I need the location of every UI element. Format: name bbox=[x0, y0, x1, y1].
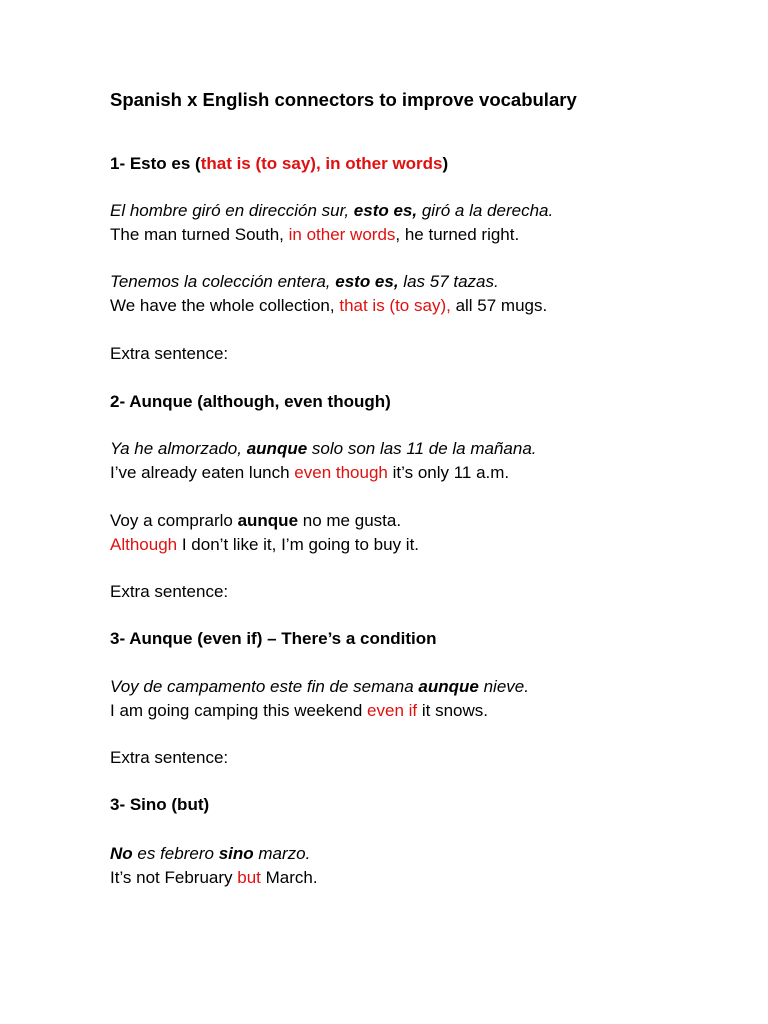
section-1-example-2-english bbox=[110, 295, 547, 317]
section-3-heading: 3- Aunque (even if) – There’s a condition bbox=[110, 629, 437, 648]
spanish-text: Ya he almorzado, bbox=[110, 439, 242, 458]
spanish-text: El hombre giró en dirección sur, bbox=[110, 201, 350, 220]
spanish-text: Tenemos la colección entera, bbox=[110, 272, 331, 291]
section-2-example-2-english bbox=[110, 534, 419, 556]
english-connector: in other words bbox=[288, 225, 396, 244]
spanish-text: Voy de campamento este fin de semana bbox=[110, 677, 414, 696]
heading-highlight: that is (to say), in other words bbox=[200, 154, 443, 173]
english-text: I’ve already eaten lunch bbox=[110, 463, 290, 482]
english-connector: even if bbox=[367, 701, 418, 720]
english-text: March. bbox=[265, 868, 318, 887]
spanish-connector: aunque bbox=[237, 511, 299, 530]
spanish-text: solo son las 11 de la mañana. bbox=[311, 439, 537, 458]
section-3-extra-sentence: Extra sentence: bbox=[110, 748, 229, 767]
section-4-example-1-spanish bbox=[110, 843, 310, 865]
section-2-extra-sentence: Extra sentence: bbox=[110, 582, 229, 601]
english-text: , he turned right. bbox=[395, 225, 520, 244]
english-text: It’s not February bbox=[110, 868, 233, 887]
english-text: I don’t like it, I’m going to buy it. bbox=[181, 535, 420, 554]
english-text: all 57 mugs. bbox=[455, 296, 548, 315]
section-2-example-1-english bbox=[110, 462, 509, 484]
section-2-example-1-spanish bbox=[110, 438, 537, 460]
section-2-heading: 2- Aunque (although, even though) bbox=[110, 392, 391, 411]
english-text: We have the whole collection, bbox=[110, 296, 335, 315]
section-4-example-1-english bbox=[110, 867, 318, 889]
heading-text: 1- Esto es ( bbox=[110, 154, 201, 173]
section-3-example-1-english bbox=[110, 700, 488, 722]
spanish-text: no me gusta. bbox=[302, 511, 402, 530]
english-text: I am going camping this weekend bbox=[110, 701, 363, 720]
section-1-example-1-spanish bbox=[110, 200, 553, 222]
section-1-example-1-english bbox=[110, 224, 519, 246]
spanish-connector: esto es, bbox=[353, 201, 418, 220]
english-connector: Although bbox=[110, 535, 178, 554]
section-1-heading bbox=[110, 153, 448, 175]
spanish-connector: sino bbox=[218, 844, 254, 863]
english-connector: but bbox=[237, 868, 261, 887]
heading-text: ) bbox=[442, 154, 449, 173]
english-text: it’s only 11 a.m. bbox=[392, 463, 510, 482]
english-connector: that is (to say), bbox=[339, 296, 451, 315]
spanish-text: es febrero bbox=[137, 844, 214, 863]
spanish-connector: aunque bbox=[246, 439, 308, 458]
spanish-text: giró a la derecha. bbox=[421, 201, 554, 220]
section-2-example-2-spanish bbox=[110, 510, 401, 532]
section-3-example-1-spanish bbox=[110, 676, 529, 698]
spanish-connector: No bbox=[110, 844, 133, 863]
spanish-connector: aunque bbox=[418, 677, 479, 696]
english-text: it snows. bbox=[421, 701, 489, 720]
spanish-text: nieve. bbox=[483, 677, 529, 696]
spanish-text: Voy a comprarlo bbox=[110, 511, 233, 530]
document-title: Spanish x English connectors to improve vocabulary bbox=[110, 89, 577, 110]
spanish-connector: esto es, bbox=[335, 272, 399, 291]
spanish-text: marzo. bbox=[258, 844, 311, 863]
section-4-heading: 3- Sino (but) bbox=[110, 795, 210, 814]
section-1-example-2-spanish bbox=[110, 271, 499, 293]
english-connector: even though bbox=[294, 463, 388, 482]
spanish-text: las 57 tazas. bbox=[403, 272, 499, 291]
section-1-extra-sentence: Extra sentence: bbox=[110, 344, 229, 363]
english-text: The man turned South, bbox=[110, 225, 284, 244]
